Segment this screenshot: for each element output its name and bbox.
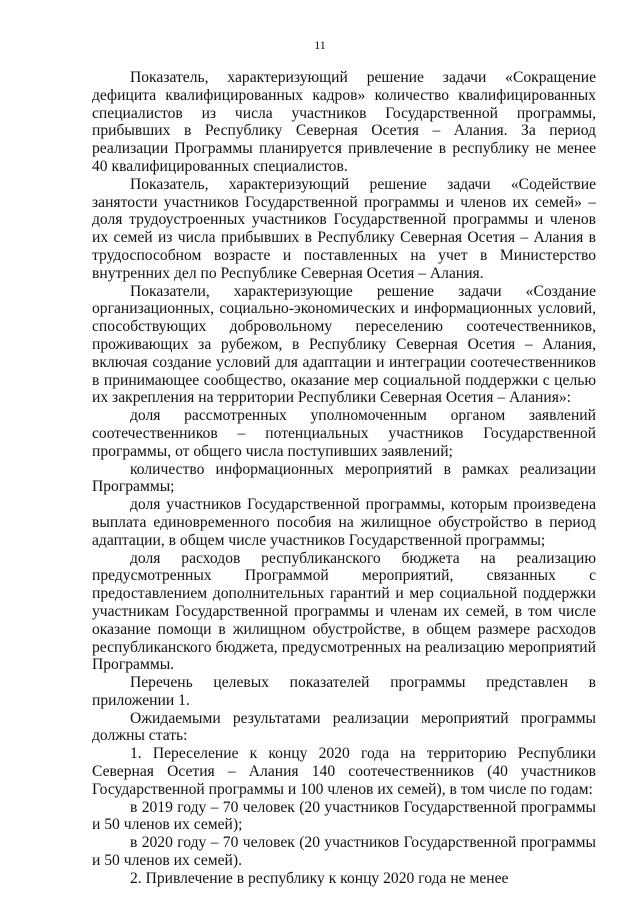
- list-item: 1. Переселение к концу 2020 года на территорию Республики Северная Осетия – Алания 140 соотечественников (40 участников Государственной программы и 100 членов их семей), в том числе по годам:: [92, 745, 596, 798]
- page-number: 11: [314, 38, 326, 52]
- list-item: доля расходов республиканского бюджета на реализацию предусмотренных Программой мероприятий, связанных с предоставлением дополнительных гарантий и мер социальной поддержки участникам Государственной программы и членам их семей, в том числе оказание помощи в жилищном обустройстве, в общем размере расходов республиканского бюджета, предусмотренных на реализацию мероприятий Программы.: [92, 549, 596, 674]
- paragraph: Перечень целевых показателей программы представлен в приложении 1.: [92, 674, 596, 709]
- list-item: 2. Привлечение в республику к концу 2020 года не менее: [130, 869, 509, 887]
- list-item: в 2019 году – 70 человек (20 участников Государственной программы и 50 членов их семей);: [92, 798, 596, 834]
- list-item: количество информационных мероприятий в рамках реализации Программы;: [92, 460, 596, 496]
- paragraph: Ожидаемыми результатами реализации мероприятий программы должны стать:: [92, 709, 596, 745]
- document-body: [92, 69, 596, 888]
- paragraph: Показатель, характеризующий решение задачи «Сокращение дефицита квалифицированных кадров» количество квалифицированных специалистов из числа участников Государственной программы, прибывших в Республику Северная Осетия – Алания. За период реализации Программы планируется привлечение в республику не менее 40 квалифицированных специалистов.: [92, 69, 596, 175]
- paragraph: Показатели, характеризующие решение задачи «Создание организационных, социально-экономических и информационных условий, способствующих добровольному переселению соотечественников, проживающих за рубежом, в Республику Северная Осетия – Алания, включая создание условий для адаптации и интеграции соотечественников в принимающее сообщество, оказание мер социальной поддержки с целью их закрепления на территории Республики Северная Осетия – Алания»:: [92, 282, 596, 407]
- paragraph: Показатель, характеризующий решение задачи «Содействие занятости участников Государственной программы и членов их семей» – доля трудоустроенных участников Государственной программы и членов их семей из числа прибывших в Республику Северная Осетия – Алания в трудоспособном возрасте и поставленных на учет в Министерство внутренних дел по Республике Северная Осетия – Алания.: [92, 175, 596, 282]
- list-item: доля рассмотренных уполномоченным органом заявлений соотечественников – потенциальных участников Государственной программы, от общего числа поступивших заявлений;: [92, 407, 596, 460]
- list-item: доля участников Государственной программы, которым произведена выплата единовременного пособия на жилищное обустройство в период адаптации, в общем числе участников Государственной программы;: [92, 496, 596, 549]
- list-item: в 2020 году – 70 человек (20 участников Государственной программы и 50 членов их семей).: [92, 834, 596, 870]
